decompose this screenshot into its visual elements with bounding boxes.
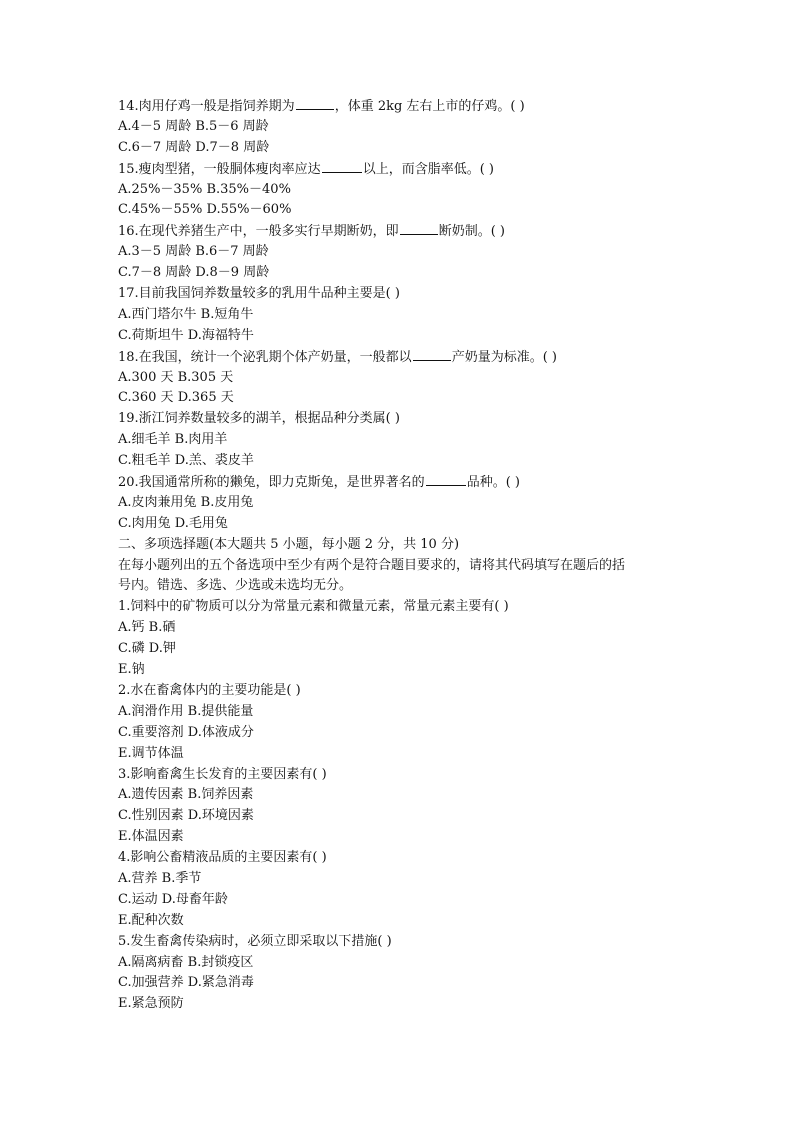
question-stem [118, 347, 678, 368]
answer-options: A.润滑作用 B.提供能量 [118, 703, 254, 719]
answer-options: E.配种次数 [118, 912, 184, 928]
answer-options: A.遗传因素 B.饲养因素 [118, 787, 254, 803]
stem-text: 20.我国通常所称的獭兔，即力克斯兔，是世界著名的 [118, 475, 425, 491]
answer-options: C.7－8 周龄 D.8－9 周龄 [118, 265, 270, 281]
answer-blank [322, 159, 362, 173]
answer-options: C.45%－55% D.55%－60% [118, 202, 292, 218]
stem-text: 15.瘦肉型猪，一般胴体瘦肉率应达 [118, 161, 321, 177]
answer-options: A.隔离病畜 B.封锁疫区 [118, 954, 254, 970]
stem-text: 品种。( ) [466, 475, 520, 491]
answer-options: C.运动 D.母畜年龄 [118, 891, 228, 907]
answer-options: A.3－5 周龄 B.6－7 周龄 [118, 244, 269, 260]
question-stem: 2.水在畜禽体内的主要功能是( ) [118, 682, 301, 698]
answer-options: A.4－5 周龄 B.5－6 周龄 [118, 118, 269, 134]
stem-text: 19.浙江饲养数量较多的湖羊，根据品种分类属( ) [118, 411, 400, 427]
answer-options: C.360 天 D.365 天 [118, 390, 234, 406]
exam-page [118, 96, 678, 1015]
question-stem [118, 284, 678, 305]
question-stem [118, 409, 678, 430]
stem-text: ，体重 2kg 左右上市的仔鸡。( ) [334, 99, 525, 114]
answer-options: E.紧急预防 [118, 996, 184, 1012]
answer-blank [296, 96, 334, 110]
question-stem [118, 472, 678, 493]
answer-blank [426, 472, 466, 486]
answer-options: C.加强营养 D.紧急消毒 [118, 975, 254, 991]
question-stem [118, 96, 678, 117]
answer-options: C.粗毛羊 D.羔、裘皮羊 [118, 453, 254, 469]
answer-options: A.西门塔尔牛 B.短角牛 [118, 306, 254, 322]
question-stem: 1.饲料中的矿物质可以分为常量元素和微量元素，常量元素主要有( ) [118, 599, 509, 615]
question-stem: 3.影响畜禽生长发育的主要因素有( ) [118, 766, 327, 782]
stem-text: 17.目前我国饲养数量较多的乳用牛品种主要是( ) [118, 286, 400, 302]
question-stem [118, 159, 678, 180]
answer-options: A.营养 B.季节 [118, 870, 202, 886]
question-stem: 5.发生畜禽传染病时，必须立即采取以下措施( ) [118, 933, 392, 949]
stem-text: 14.肉用仔鸡一般是指饲养期为 [118, 99, 295, 114]
answer-options: C.6－7 周龄 D.7－8 周龄 [118, 139, 270, 155]
question-stem [118, 221, 678, 242]
answer-options: C.荷斯坦牛 D.海福特牛 [118, 327, 254, 343]
section-instructions: 在每小题列出的五个备选项中至少有两个是符合题目要求的，请将其代码填写在题后的括 [118, 557, 626, 573]
answer-blank [413, 347, 451, 361]
answer-options: C.重要溶剂 D.体液成分 [118, 724, 254, 740]
stem-text: 16.在现代养猪生产中，一般多实行早期断奶，即 [118, 224, 399, 240]
answer-options: E.钠 [118, 662, 145, 678]
answer-options: C.肉用兔 D.毛用兔 [118, 515, 228, 531]
stem-text: 以上，而含脂率低。( ) [362, 161, 494, 177]
answer-options: A.钙 B.硒 [118, 620, 176, 636]
stem-text: 断奶制。( ) [438, 224, 505, 240]
answer-options: A.细毛羊 B.肉用羊 [118, 432, 228, 448]
answer-options: A.300 天 B.305 天 [118, 369, 234, 385]
stem-text: 18.在我国，统计一个泌乳期个体产奶量，一般都以 [118, 349, 412, 365]
answer-blank [400, 221, 438, 235]
answer-options: A.25%－35% B.35%－40% [118, 181, 291, 197]
section-instructions: 号内。错选、多选、少选或未选均无分。 [118, 578, 353, 594]
section-heading: 二、多项选择题(本大题共 5 小题，每小题 2 分，共 10 分) [118, 536, 460, 552]
stem-text: 产奶量为标准。( ) [451, 349, 557, 365]
answer-options: C.性别因素 D.环境因素 [118, 808, 254, 824]
answer-options: E.调节体温 [118, 745, 184, 761]
answer-options: C.磷 D.钾 [118, 641, 176, 657]
answer-options: A.皮肉兼用兔 B.皮用兔 [118, 494, 254, 510]
answer-options: E.体温因素 [118, 829, 184, 845]
question-stem: 4.影响公畜精液品质的主要因素有( ) [118, 850, 327, 866]
